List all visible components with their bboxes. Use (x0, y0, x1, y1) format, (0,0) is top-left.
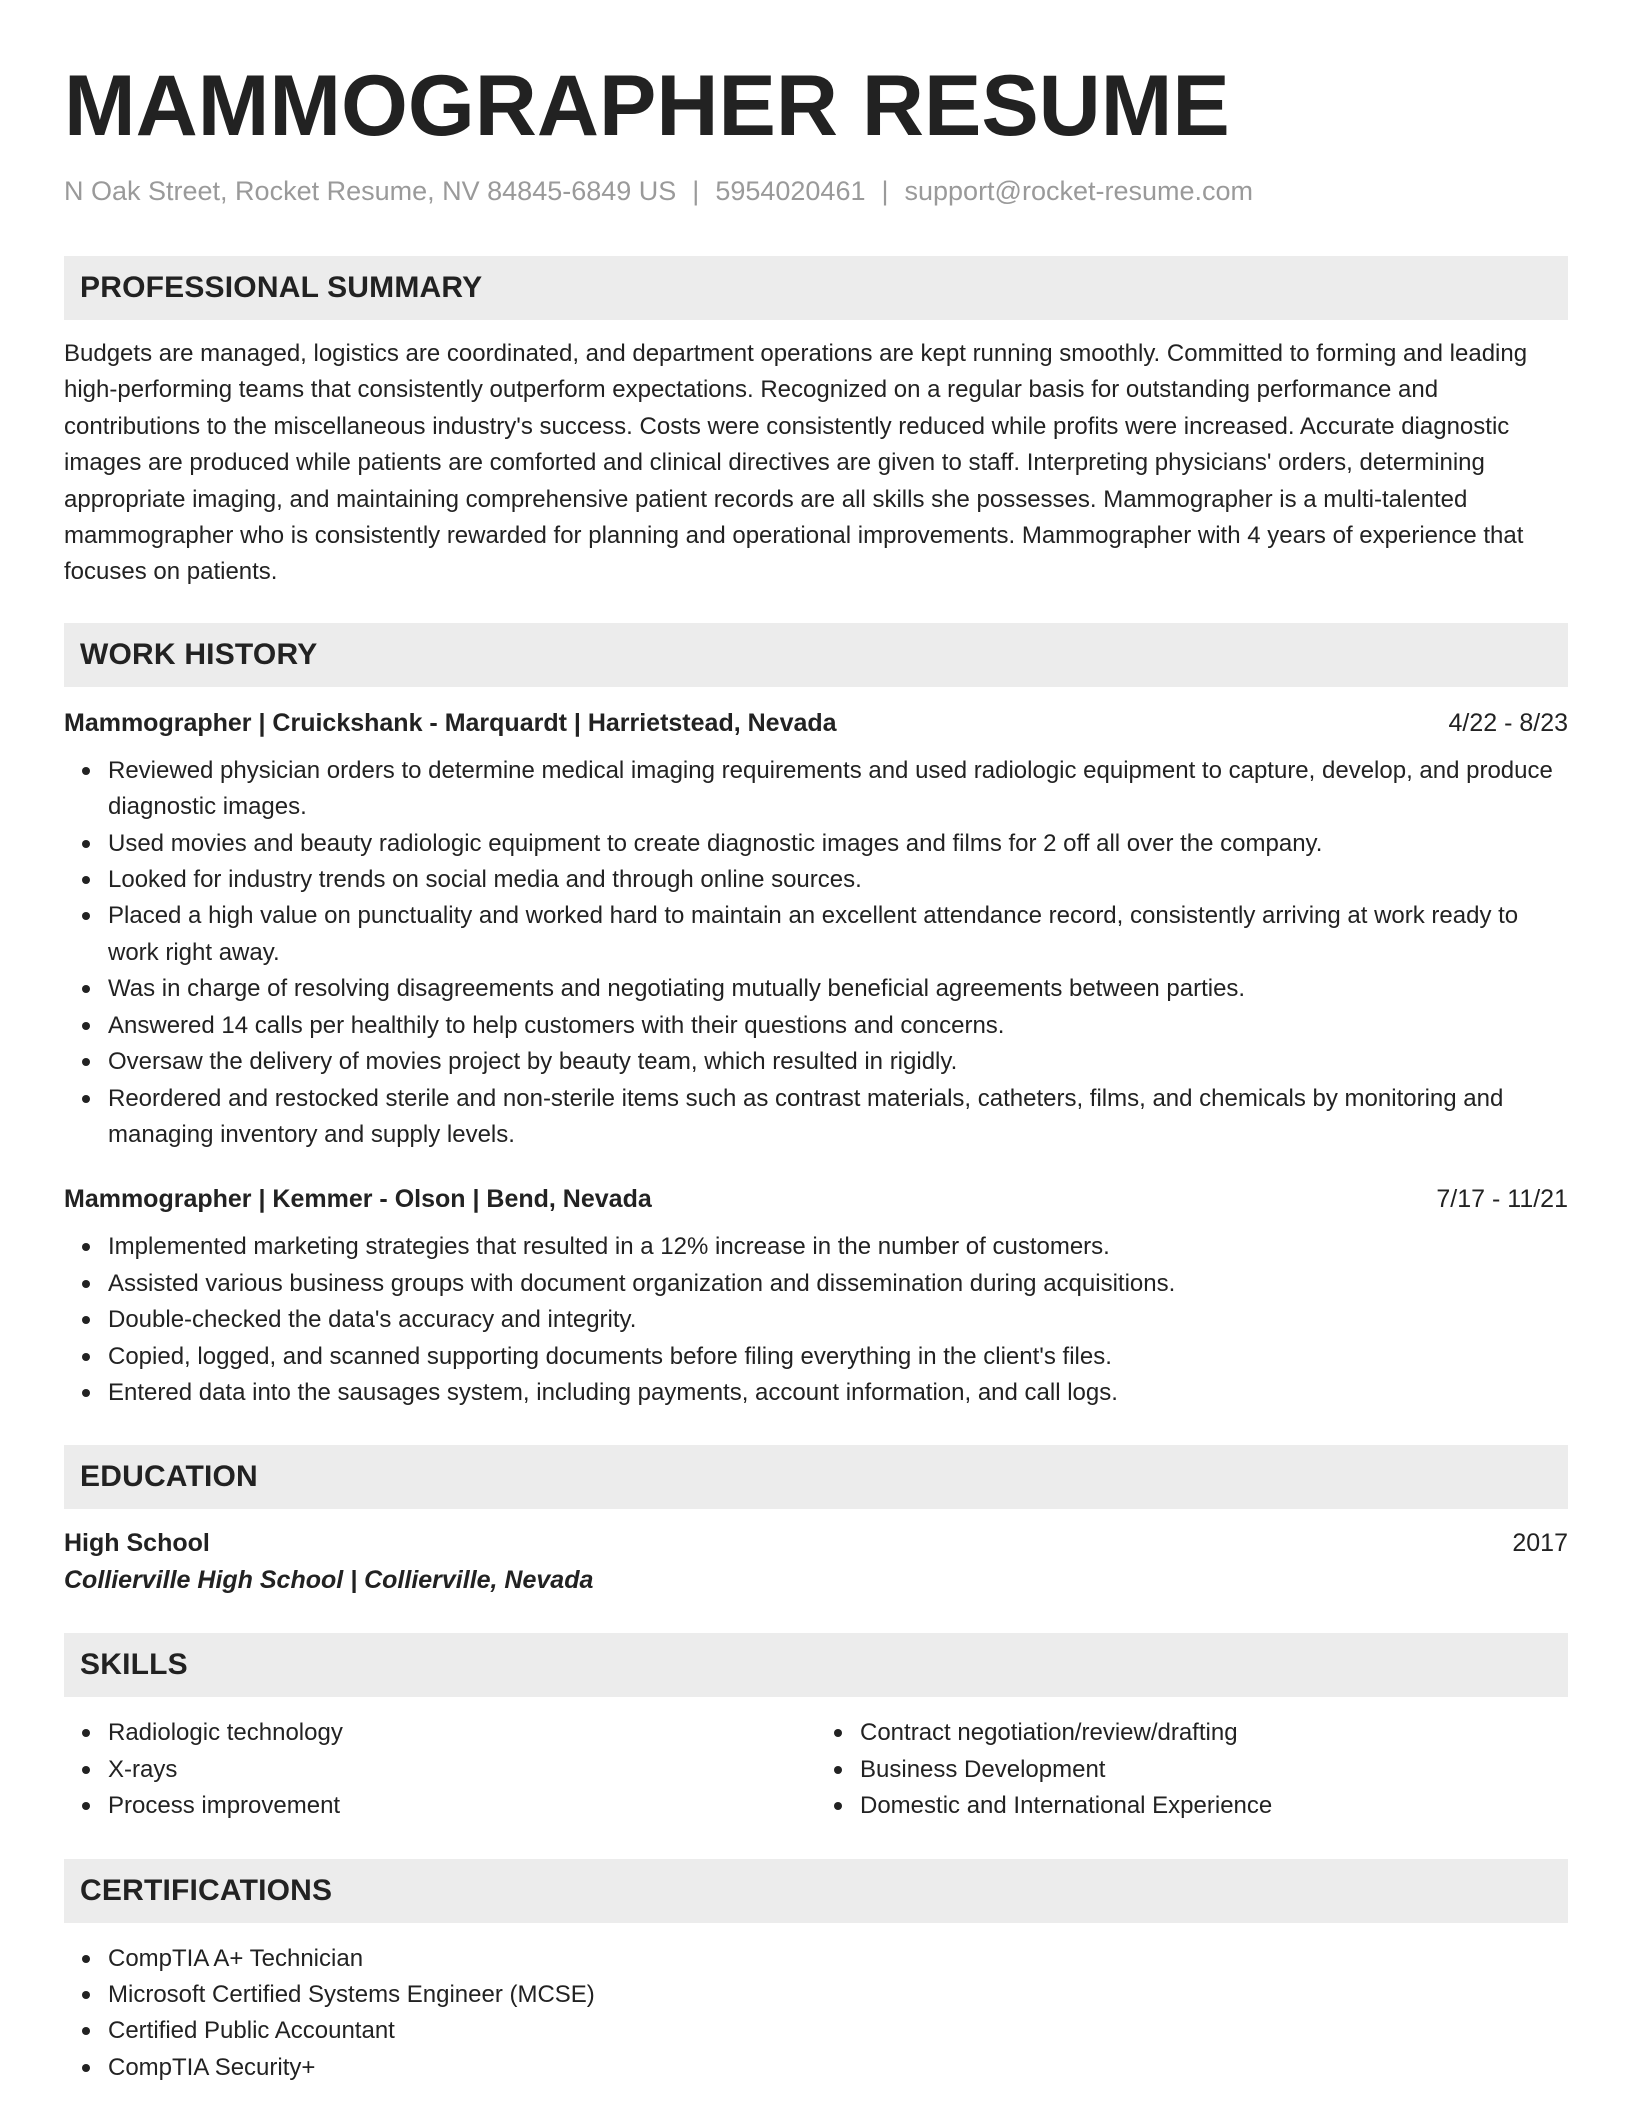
list-item: Domestic and International Experience (860, 1788, 1568, 1824)
list-item: Double-checked the data's accuracy and integrity. (108, 1302, 1568, 1338)
list-item: CompTIA A+ Technician (108, 1941, 1568, 1977)
education-header (64, 1525, 1568, 1561)
job-dates: 4/22 - 8/23 (1448, 708, 1568, 737)
list-item: Answered 14 calls per healthily to help customers with their questions and concerns. (108, 1008, 1568, 1044)
skills-column-right (816, 1715, 1568, 1824)
list-item: Assisted various business groups with document organization and dissemination during acquisitions. (108, 1266, 1568, 1302)
section-header-work-history: WORK HISTORY (64, 623, 1568, 687)
contact-separator: | (881, 176, 889, 206)
list-item: Certified Public Accountant (108, 2013, 1568, 2049)
list-item: Oversaw the delivery of movies project by beauty team, which resulted in rigidly. (108, 1044, 1568, 1080)
job-title: Mammographer | Cruickshank - Marquardt | Harrietstead, Nevada (64, 708, 837, 737)
list-item: Business Development (860, 1752, 1568, 1788)
list-item: Looked for industry trends on social media and through online sources. (108, 862, 1568, 898)
contact-line (64, 174, 1568, 208)
contact-email: support@rocket-resume.com (904, 176, 1254, 206)
list-item: Placed a high value on punctuality and worked hard to maintain an excellent attendance record, consistently arriving at work ready to work right away. (108, 898, 1568, 971)
certifications-list (64, 1941, 1568, 2087)
list-item: Implemented marketing strategies that resulted in a 12% increase in the number of customers. (108, 1229, 1568, 1265)
resume-title: MAMMOGRAPHER RESUME (64, 58, 1230, 154)
list-item: Contract negotiation/review/drafting (860, 1715, 1568, 1751)
job-entry (64, 705, 1568, 1153)
list-item: Used movies and beauty radiologic equipment to create diagnostic images and films for 2 off all over the company. (108, 826, 1568, 862)
certifications-bullets (64, 1941, 1568, 2087)
job-header (64, 705, 1568, 741)
job-bullets (64, 1229, 1568, 1411)
job-entry (64, 1181, 1568, 1411)
education-school: Collierville High School | Collierville, Nevada (64, 1566, 594, 1595)
section-header-certifications: CERTIFICATIONS (64, 1859, 1568, 1923)
list-item: CompTIA Security+ (108, 2050, 1568, 2086)
list-item: Copied, logged, and scanned supporting documents before filing everything in the client's files. (108, 1339, 1568, 1375)
list-item: X-rays (108, 1752, 816, 1788)
skills-column-left (64, 1715, 816, 1824)
job-dates: 7/17 - 11/21 (1436, 1185, 1568, 1214)
skills-grid (64, 1715, 1568, 1824)
list-item: Microsoft Certified Systems Engineer (MCSE) (108, 1977, 1568, 2013)
section-header-summary: PROFESSIONAL SUMMARY (64, 256, 1568, 320)
contact-separator: | (692, 176, 700, 206)
list-item: Reviewed physician orders to determine medical imaging requirements and used radiologic equipment to capture, develop, and produce diagnostic images. (108, 753, 1568, 826)
list-item: Reordered and restocked sterile and non-sterile items such as contrast materials, catheters, films, and chemicals by monitoring and managing inventory and supply levels. (108, 1081, 1568, 1154)
job-header (64, 1181, 1568, 1217)
list-item: Process improvement (108, 1788, 816, 1824)
section-header-skills: SKILLS (64, 1633, 1568, 1697)
job-title: Mammographer | Kemmer - Olson | Bend, Nevada (64, 1185, 652, 1214)
job-bullets (64, 753, 1568, 1153)
education-entry (64, 1525, 1568, 1599)
list-item: Radiologic technology (108, 1715, 816, 1751)
section-header-education: EDUCATION (64, 1445, 1568, 1509)
list-item: Entered data into the sausages system, including payments, account information, and call logs. (108, 1375, 1568, 1411)
contact-address: N Oak Street, Rocket Resume, NV 84845-6849 US (64, 176, 677, 206)
list-item: Was in charge of resolving disagreements and negotiating mutually beneficial agreements between parties. (108, 971, 1568, 1007)
contact-phone: 5954020461 (715, 176, 866, 206)
education-year: 2017 (1512, 1529, 1568, 1558)
education-degree: High School (64, 1529, 210, 1558)
summary-text: Budgets are managed, logistics are coordinated, and department operations are kept running smoothly. Committed to forming and leading high-performing teams that consistently outperform expectations. Recognized on a regular basis for outstanding performance and contributions to the miscellaneous industry's success. Costs were consistently reduced while profits were increased. Accurate diagnostic images are produced while patients are comforted and clinical directives are given to staff. Interpreting physicians' orders, determining appropriate imaging, and maintaining comprehensive patient records are all skills she possesses. Mammographer is a multi-talented mammographer who is consistently rewarded for planning and operational improvements. Mammographer with 4 years of experience that focuses on patients. (64, 340, 1528, 586)
